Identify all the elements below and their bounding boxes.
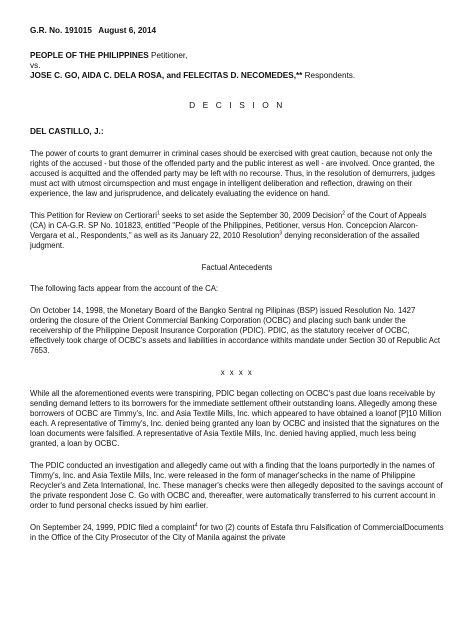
paragraph-2	[30, 211, 444, 251]
footnote-ref-1[interactable]: 1	[156, 210, 160, 217]
versus-line: vs.	[30, 61, 41, 70]
paragraph-2-text-b: seeks to set aside the September 30, 2009 Decision	[159, 211, 343, 220]
paragraph-4: On October 14, 1998, the Monetary Board of the Bangko Sentral ng Pilipinas (BSP) issued Resolution No. 1427 ordering the closure of the Orient Commercial Banking Corporation (OCBC) and placing such bank under the receivership of the Philippine Deposit Insurance Corporation (PDIC). PDIC, as the statutory receiver of OCBC, effectively took charge of OCBC's assets and liabilities in accordance withits mandate under Section 30 of Republic Act 7653.	[30, 306, 441, 355]
paragraph-7	[30, 523, 444, 543]
paragraph-3: The following facts appear from the account of the CA:	[30, 284, 219, 293]
respondent-role: Respondents.	[302, 71, 356, 80]
paragraph-2-text-d: denying reconsideration of the assailed judgment.	[30, 231, 420, 250]
petitioner-role: Petitioner,	[148, 51, 188, 60]
respondent-names: JOSE C. GO, AIDA C. DELA ROSA, and FELECITAS D. NECOMEDES,**	[30, 71, 303, 80]
footnote-ref-2[interactable]: 2	[342, 210, 346, 217]
footnote-ref-3[interactable]: 3	[279, 230, 283, 237]
gr-number: G.R. No. 191015	[30, 26, 92, 35]
paragraph-1: The power of courts to grant demurrer in criminal cases should be exercised with great caution, because not only the rights of the accused - but those of the offended party and the public interest as well - are involved. Once granted, the accused is acquitted and the offended party may be left with no recourse. Thus, in the resolution of demurrers, judges must act with utmost circumspection and must engage in intelligent deliberation and reflection, drawing on their experience, the law and jurisprudence, and delicately evaluating the evidence on hand.	[30, 149, 435, 198]
paragraph-7-text-a: On September 24, 1999, PDIC filed a complaint	[30, 523, 195, 532]
decision-title: D E C I S I O N	[189, 100, 285, 110]
paragraph-7-text-b: for two (2) counts of Estafa thru Falsification of CommercialDocuments in the Office of the City Prosecutor of the City of Manila against the private	[30, 523, 444, 542]
paragraph-2-text-a: This Petition for Review on Certiorari	[30, 211, 157, 220]
decision-date: August 6, 2014	[98, 26, 157, 35]
section-heading-factual-antecedents: Factual Antecedents	[201, 263, 273, 272]
footnote-ref-4[interactable]: 4	[194, 522, 198, 529]
paragraph-5: While all the aforementioned events were transpiring, PDIC began collecting on OCBC's past due loans receivable by sending demand letters to its borrowers for the immediate settlement oftheir outstanding loans. Allegedly among these borrowers of OCBC are Timmy's, Inc. and Asia Textile Mills, Inc. which appeared to have obtained a loanof [P]10 Million each. A representative of Timmy's, Inc. denied being granted any loan by OCBC and insisted that the signatures on the loan documents were falsified. A representative of Asia Textile Mills, Inc. denied having applied, much less being granted, a loan by OCBC.	[30, 389, 442, 448]
omission-marker: x x x x	[220, 368, 254, 377]
paragraph-6: The PDIC conducted an investigation and allegedly came out with a finding that the loans purportedly in the names of Timmy's, Inc. and Asia Textile Mills, Inc. were released in the form of manager'schecks in the name of Philippine Recycler's and Zeta International, Inc. These manager's checks were then allegedly deposited to the savings account of the private respondent Jose C. Go with OCBC and, thereafter, were automatically transferred to his current account in order to fund personal checks issued by him earlier.	[30, 461, 443, 510]
petitioner-line	[30, 51, 444, 61]
case-caption	[30, 51, 444, 81]
paragraph-2-text-c: of the Court of Appeals (CA) in CA-G.R. SP No. 101823, entitled "People of the Philippines, Petitioner, versus Hon. Concepcion Alarcon-Vergara et al., Respondents," as well as its January 22, 2010 Resolution	[30, 211, 427, 240]
petitioner-name: PEOPLE OF THE PHILIPPINES	[30, 51, 149, 60]
case-header	[30, 26, 444, 35]
respondent-line	[30, 71, 444, 81]
ponente: DEL CASTILLO, J.:	[30, 127, 104, 136]
